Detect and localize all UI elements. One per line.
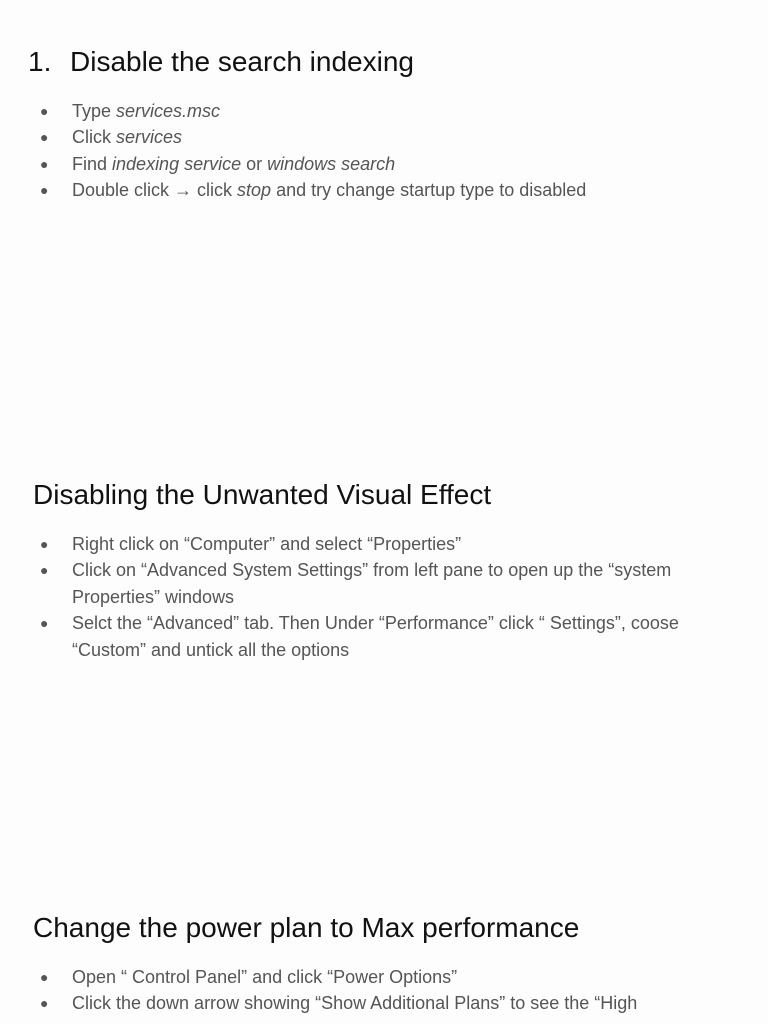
section-heading bbox=[0, 44, 768, 80]
text-run: Type bbox=[72, 101, 117, 121]
bullet-dot-icon: ● bbox=[40, 103, 49, 119]
bullet-dot-icon: ● bbox=[40, 536, 49, 552]
section-power-plan bbox=[0, 910, 768, 1017]
bullet-list bbox=[0, 98, 768, 204]
list-item bbox=[0, 990, 768, 1016]
list-item bbox=[0, 610, 768, 663]
bullet-dot-icon: ● bbox=[40, 969, 49, 985]
emphasis-text: windows search bbox=[267, 153, 396, 174]
text-run: or bbox=[241, 153, 268, 174]
emphasis-text: services bbox=[116, 127, 183, 148]
bullet-dot-icon: ● bbox=[40, 155, 49, 172]
heading-title: Disable the search indexing bbox=[70, 46, 414, 77]
bullet-list bbox=[0, 531, 768, 663]
list-item bbox=[0, 964, 768, 990]
heading-title: Change the power plan to Max performance bbox=[33, 912, 580, 943]
list-item bbox=[0, 177, 768, 203]
heading-title: Disabling the Unwanted Visual Effect bbox=[33, 479, 492, 510]
text-run: Open “ Control Panel” and click “Power Options” bbox=[72, 967, 458, 987]
bullet-dot-icon: ● bbox=[40, 995, 49, 1012]
bullet-dot-icon: ● bbox=[40, 615, 49, 632]
heading-number: 1. bbox=[28, 46, 52, 77]
text-run: Double click → click bbox=[72, 180, 238, 201]
list-item bbox=[0, 151, 768, 177]
text-run: Find bbox=[72, 153, 113, 174]
section-disable-visual-effects bbox=[0, 477, 768, 663]
text-run: Click the down arrow showing “Show Additional Plans” to see the “High bbox=[72, 993, 638, 1014]
section-heading bbox=[0, 477, 768, 513]
text-run: Right click on “Computer” and select “Properties” bbox=[72, 534, 462, 554]
bullet-dot-icon: ● bbox=[40, 129, 49, 146]
bullet-list bbox=[0, 964, 768, 1017]
text-run: Selct the “Advanced” tab. Then Under “Performance” click “ Settings”, coose “Custom” and untick all the options bbox=[72, 613, 679, 660]
bullet-dot-icon: ● bbox=[40, 562, 49, 579]
emphasis-text: indexing service bbox=[112, 153, 242, 174]
text-run: and try change startup type to disabled bbox=[271, 180, 587, 201]
list-item bbox=[0, 124, 768, 150]
text-run: Click on “Advanced System Settings” from left pane to open up the “system Properties” windows bbox=[72, 560, 672, 607]
section-heading bbox=[0, 910, 768, 946]
text-run: Click bbox=[72, 127, 116, 148]
section-disable-search-indexing bbox=[0, 44, 768, 204]
list-item bbox=[0, 98, 768, 124]
list-item bbox=[0, 557, 768, 610]
emphasis-text: services.msc bbox=[116, 101, 221, 121]
list-item bbox=[0, 531, 768, 557]
emphasis-text: stop bbox=[237, 180, 272, 201]
bullet-dot-icon: ● bbox=[40, 182, 49, 199]
